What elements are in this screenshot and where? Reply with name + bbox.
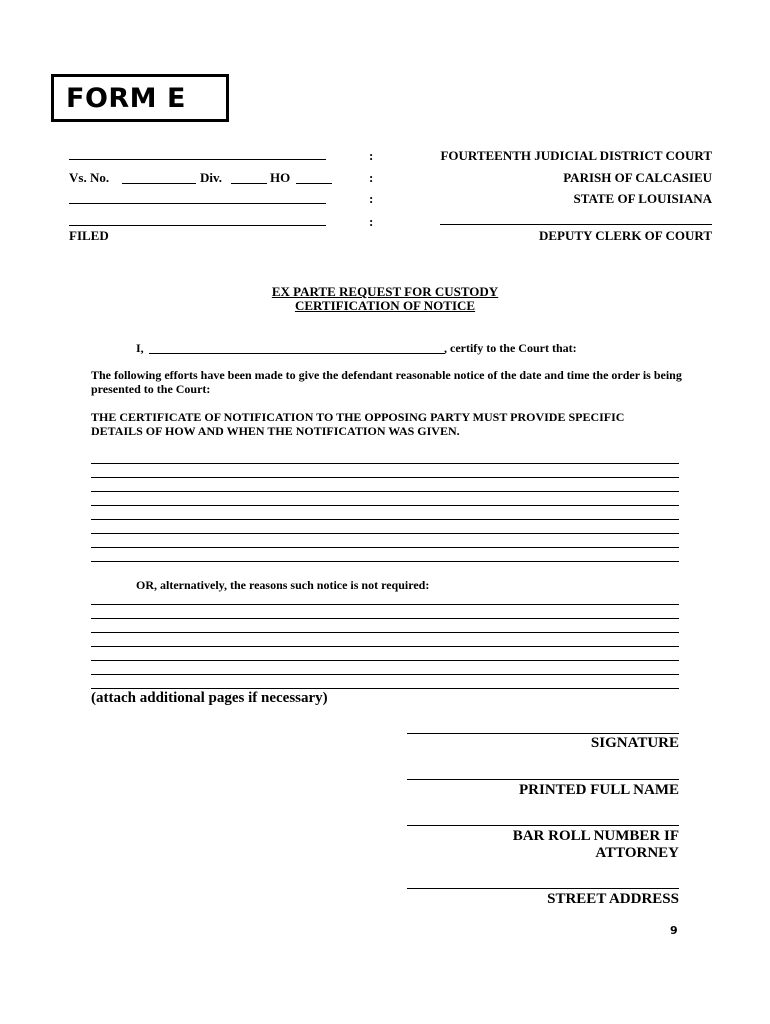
caption-colon: : <box>369 148 374 163</box>
reason-line[interactable] <box>91 674 679 675</box>
bar-roll-label: BAR ROLL NUMBER IF <box>512 828 679 844</box>
state-name: STATE OF LOUISIANA <box>573 191 712 206</box>
certify-prefix: I, <box>136 341 144 355</box>
ho-line[interactable] <box>296 183 332 184</box>
alternative-label: OR, alternatively, the reasons such notice is not required: <box>136 578 430 592</box>
signature-line[interactable] <box>407 733 679 734</box>
notification-detail-line[interactable] <box>91 463 679 464</box>
notification-detail-line[interactable] <box>91 505 679 506</box>
caption-colon: : <box>369 170 374 185</box>
notification-detail-line[interactable] <box>91 519 679 520</box>
street-address-line[interactable] <box>407 888 679 889</box>
notification-detail-line[interactable] <box>91 533 679 534</box>
printed-name-line[interactable] <box>407 779 679 780</box>
division-line[interactable] <box>231 183 267 184</box>
reason-line[interactable] <box>91 660 679 661</box>
reason-line[interactable] <box>91 604 679 605</box>
caption-line-4[interactable] <box>69 225 326 226</box>
reason-line[interactable] <box>91 646 679 647</box>
notification-detail-line[interactable] <box>91 547 679 548</box>
deputy-clerk-signature-line[interactable] <box>440 224 712 225</box>
plaintiff-name-line[interactable] <box>69 159 326 160</box>
parish-name: PARISH OF CALCASIEU <box>563 170 712 185</box>
notification-detail-line[interactable] <box>91 477 679 478</box>
signature-label: SIGNATURE <box>590 735 679 751</box>
document-subtitle: CERTIFICATION OF NOTICE <box>294 298 476 313</box>
page-number: 9 <box>670 924 678 937</box>
case-number-line[interactable] <box>122 183 196 184</box>
reason-line[interactable] <box>91 618 679 619</box>
certifier-name-line[interactable] <box>149 353 445 354</box>
reason-line[interactable] <box>91 632 679 633</box>
caption-colon: : <box>369 191 374 206</box>
ho-label: HO <box>270 170 291 185</box>
form-label: FORM E <box>66 83 186 114</box>
street-address-label: STREET ADDRESS <box>547 891 679 907</box>
printed-name-label: PRINTED FULL NAME <box>518 782 679 798</box>
bar-roll-label-2: ATTORNEY <box>595 845 679 861</box>
certificate-requirement: THE CERTIFICATE OF NOTIFICATION TO THE OPPOSING PARTY MUST PROVIDE SPECIFIC DETAILS OF HOW AND WHEN THE NOTIFICATION WAS GIVEN. <box>91 410 625 438</box>
div-label: Div. <box>200 170 223 185</box>
reason-line[interactable] <box>91 688 679 689</box>
notification-detail-line[interactable] <box>91 491 679 492</box>
efforts-paragraph: The following efforts have been made to give the defendant reasonable notice of the date and time the order is being presented to the Court: <box>91 368 682 396</box>
vs-no-label: Vs. No. <box>69 170 110 185</box>
bar-roll-line[interactable] <box>407 825 679 826</box>
defendant-name-line[interactable] <box>69 203 326 204</box>
deputy-clerk-label: DEPUTY CLERK OF COURT <box>538 228 712 243</box>
caption-colon: : <box>369 214 374 229</box>
form-label-box <box>51 74 229 122</box>
court-name: FOURTEENTH JUDICIAL DISTRICT COURT <box>440 148 712 163</box>
notification-detail-line[interactable] <box>91 561 679 562</box>
filed-label: FILED <box>69 228 109 243</box>
certify-suffix: , certify to the Court that: <box>444 341 577 355</box>
document-title: EX PARTE REQUEST FOR CUSTODY <box>271 284 499 299</box>
attach-note: (attach additional pages if necessary) <box>91 690 328 706</box>
